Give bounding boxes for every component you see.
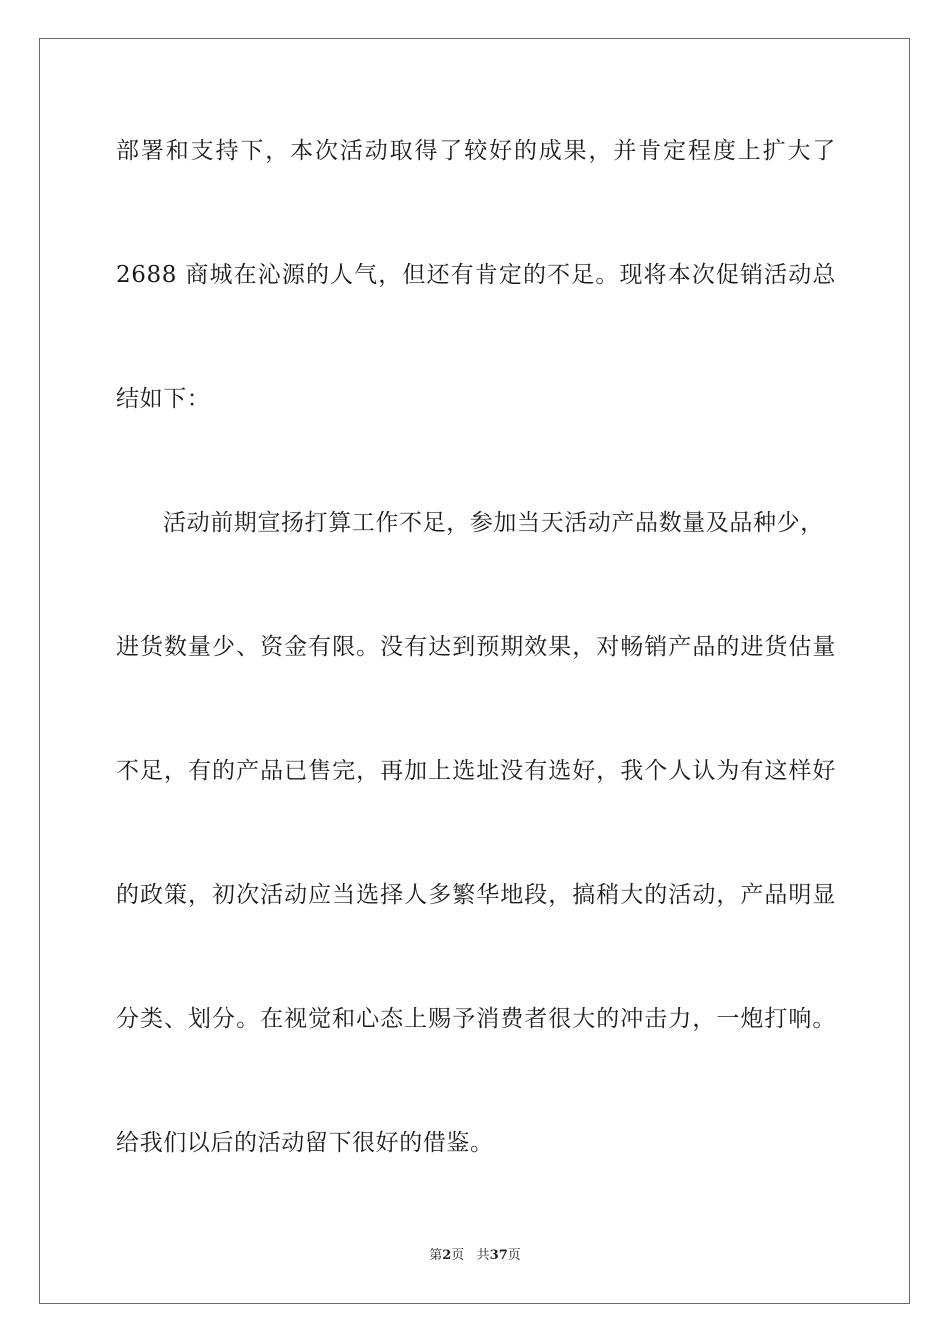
body-line-4-indented: 活动前期宣扬打算工作不足，参加当天活动产品数量及品种少， bbox=[163, 510, 824, 536]
body-line-7: 的政策，初次活动应当选择人多繁华地段，搞稍大的活动，产品明显 bbox=[116, 882, 836, 908]
body-line-2: 2688 商城在沁源的人气，但还有肯定的不足。现将本次促销活动总 bbox=[116, 262, 836, 288]
body-line-8: 分类、划分。在视觉和心态上赐予消费者很大的冲击力，一炮打响。 bbox=[116, 1006, 836, 1032]
body-line-6: 不足，有的产品已售完，再加上选址没有选好，我个人认为有这样好 bbox=[116, 758, 836, 784]
body-line-9: 给我们以后的活动留下很好的借鉴。 bbox=[116, 1130, 494, 1156]
page-border bbox=[39, 38, 910, 1304]
page-footer bbox=[0, 1247, 950, 1265]
total-pages: 37 bbox=[489, 1248, 508, 1263]
body-line-3: 结如下： bbox=[116, 386, 211, 412]
body-line-1: 部署和支持下，本次活动取得了较好的成果，并肯定程度上扩大了 bbox=[116, 138, 836, 164]
page-prefix: 第 bbox=[429, 1248, 443, 1263]
body-line-5: 进货数量少、资金有限。没有达到预期效果，对畅销产品的进货估量 bbox=[116, 634, 836, 660]
total-suffix: 页 bbox=[507, 1248, 521, 1263]
total-prefix: 共 bbox=[476, 1248, 490, 1263]
page-suffix: 页 bbox=[451, 1248, 465, 1263]
page-number: 2 bbox=[442, 1248, 452, 1263]
